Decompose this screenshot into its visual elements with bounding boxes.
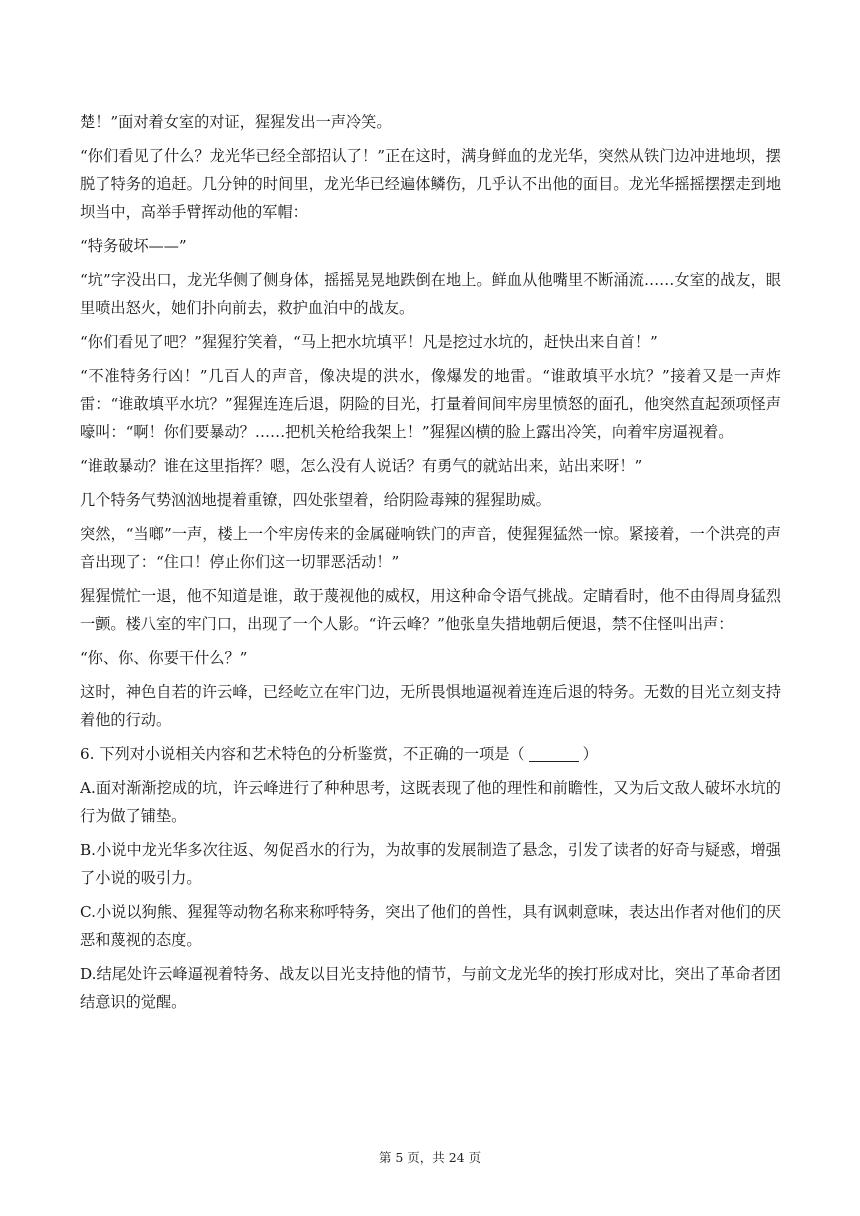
passage-paragraph-5: “你们看见了吧？”猩猩狞笑着，“马上把水坑填平！凡是挖过水坑的，赶快出来自首！” [80, 333, 658, 351]
passage-paragraph-10: 猩猩慌忙一退，他不知道是谁，敢于蔑视他的威权，用这种命令语气挑战。定睛看时，他不由得周身猛烈一颤。楼八室的牢门口，出现了一个人影。“许云峰？”他张皇失措地朝后便退，禁不住怪叫出声： [80, 587, 781, 633]
passage-paragraph-3: “特务破坏——” [80, 237, 187, 255]
passage-paragraph-4: “坑”字没出口，龙光华侧了侧身体，摇摇晃晃地跌倒在地上。鲜血从他嘴里不断涌流……女室的战友，眼里喷出怒火，她们扑向前去，救护血泊中的战友。 [80, 271, 781, 317]
document-page [80, 108, 781, 1016]
option-d: D.结尾处许云峰逼视着特务、战友以目光支持他的情节，与前文龙光华的挨打形成对比，突出了革命者团结意识的觉醒。 [80, 965, 781, 1011]
passage-paragraph-2: “你们看见了什么？龙光华已经全部招认了！”正在这时，满身鲜血的龙光华，突然从铁门边冲进地坝，摆脱了特务的追赶。几分钟的时间里，龙光华已经遍体鳞伤，几乎认不出他的面目。龙光华摇摇摆摆走到地坝当中，高举手臂挥动他的军帽： [80, 147, 781, 221]
question-stem [80, 740, 781, 768]
passage-paragraph-12: 这时，神色自若的许云峰，已经屹立在牢门边，无所畏惧地逼视着连连后退的特务。无数的目光立刻支持着他的行动。 [80, 683, 781, 729]
passage-paragraph-8: 几个特务气势汹汹地提着重镣，四处张望着，给阴险毒辣的猩猩助威。 [80, 491, 551, 509]
passage-paragraph-1: 楚！”面对着女室的对证，猩猩发出一声冷笑。 [80, 113, 392, 131]
page-number-footer: 第 5 页，共 24 页 [378, 1150, 482, 1165]
option-c: C.小说以狗熊、猩猩等动物名称来称呼特务，突出了他们的兽性，具有讽刺意味，表达出作者对他们的厌恶和蔑视的态度。 [80, 903, 781, 949]
answer-blank [529, 745, 579, 762]
passage-paragraph-6: “不准特务行凶！”几百人的声音，像决堤的洪水，像爆发的地雷。“谁敢填平水坑？”接着又是一声炸雷：“谁敢填平水坑？”猩猩连连后退，阴险的目光，打量着间间牢房里愤怒的面孔，他突然直起颈项怪声嚎叫：“啊！你们要暴动？……把机关枪给我架上！”猩猩凶横的脸上露出冷笑，向着牢房逼视着。 [80, 367, 781, 441]
option-a: A.面对渐渐挖成的坑，许云峰进行了种种思考，这既表现了他的理性和前瞻性，又为后文敌人破坏水坑的行为做了铺垫。 [80, 779, 781, 825]
passage-paragraph-9: 突然，“当啷”一声，楼上一个牢房传来的金属碰响铁门的声音，使猩猩猛然一惊。紧接着，一个洪亮的声音出现了：“住口！停止你们这一切罪恶活动！” [80, 525, 781, 571]
passage-paragraph-11: “你、你、你要干什么？” [80, 649, 248, 667]
passage-paragraph-7: “谁敢暴动？谁在这里指挥？嗯，怎么没有人说话？有勇气的就站出来，站出来呀！” [80, 457, 643, 475]
question-stem-text: 6. 下列对小说相关内容和艺术特色的分析鉴赏，不正确的一项是（ [80, 745, 525, 763]
option-b: B.小说中龙光华多次往返、匆促舀水的行为，为故事的发展制造了悬念，引发了读者的好奇与疑惑，增强了小说的吸引力。 [80, 841, 781, 887]
question-stem-close: ） [582, 745, 598, 763]
